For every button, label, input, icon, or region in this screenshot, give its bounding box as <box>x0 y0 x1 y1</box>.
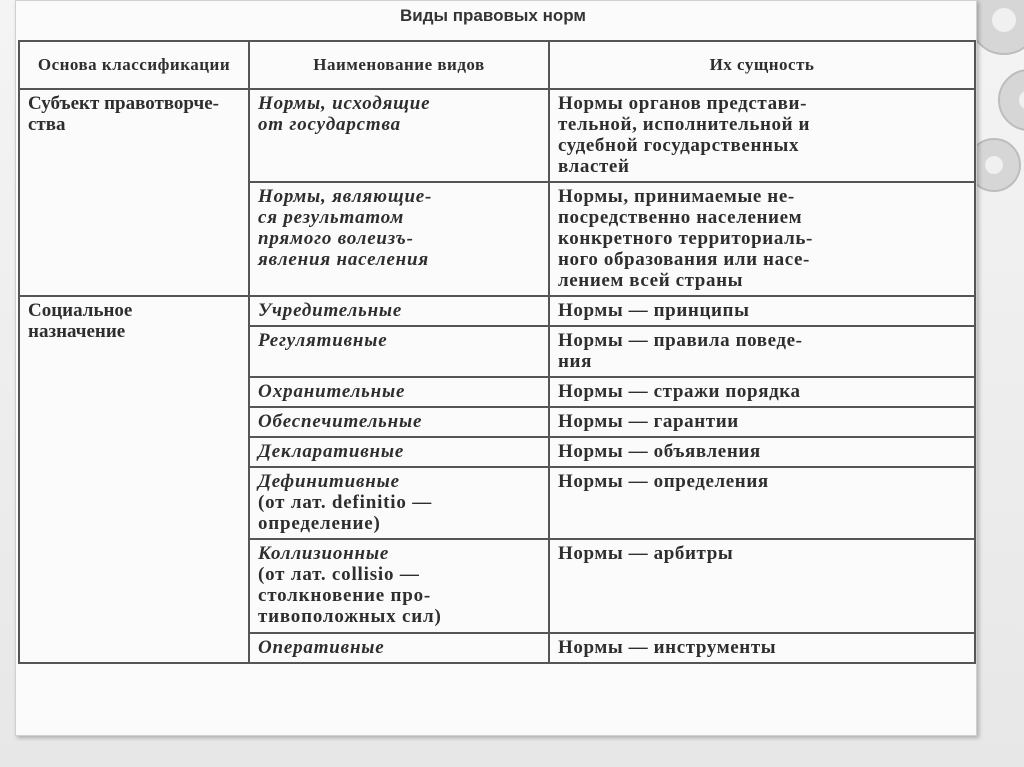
essence-cell: Нормы — стражи порядка <box>549 377 975 407</box>
kind-cell: Оперативные <box>249 633 549 663</box>
kind-cell: Учредительные <box>249 296 549 326</box>
kind-cell: Охранительные <box>249 377 549 407</box>
column-header-essence: Их сущность <box>549 41 975 89</box>
essence-cell: Нормы — определения <box>549 467 975 539</box>
kind-cell: Декларативные <box>249 437 549 467</box>
kind-note: (от лат. collisio — столкновение про- тивоположных сил) <box>258 564 442 627</box>
kind-name: Дефинитивные <box>258 471 400 492</box>
basis-cell: Социальное назначение <box>19 296 249 663</box>
table-row <box>19 89 975 182</box>
kind-cell: Нормы, являющие- ся результатом прямого волеизъ- явления населения <box>249 182 549 296</box>
kind-cell <box>249 467 549 539</box>
essence-cell: Нормы — правила поведе- ния <box>549 326 975 377</box>
column-header-basis: Основа классификации <box>19 41 249 89</box>
table-header-row <box>19 41 975 89</box>
essence-cell: Нормы — гарантии <box>549 407 975 437</box>
essence-cell: Нормы — арбитры <box>549 539 975 633</box>
essence-cell: Нормы — инструменты <box>549 633 975 663</box>
kind-note: (от лат. definitio — определение) <box>258 492 433 534</box>
kind-cell <box>249 539 549 633</box>
table-row <box>19 296 975 326</box>
column-header-kind: Наименование видов <box>249 41 549 89</box>
norms-table <box>18 40 976 664</box>
essence-cell: Нормы органов представи- тельной, исполнительной и судебной государственных властей <box>549 89 975 182</box>
essence-cell: Нормы — принципы <box>549 296 975 326</box>
document-title: Виды правовых норм <box>399 6 586 25</box>
kind-cell: Регулятивные <box>249 326 549 377</box>
kind-cell: Обеспечительные <box>249 407 549 437</box>
kind-cell: Нормы, исходящие от государства <box>249 89 549 182</box>
essence-cell: Нормы, принимаемые не- посредственно населением конкретного территориаль- ного образования или насе- лением всей страны <box>549 182 975 296</box>
kind-name: Коллизионные <box>258 543 390 564</box>
basis-cell: Субъект правотворче- ства <box>19 89 249 296</box>
essence-cell: Нормы — объявления <box>549 437 975 467</box>
